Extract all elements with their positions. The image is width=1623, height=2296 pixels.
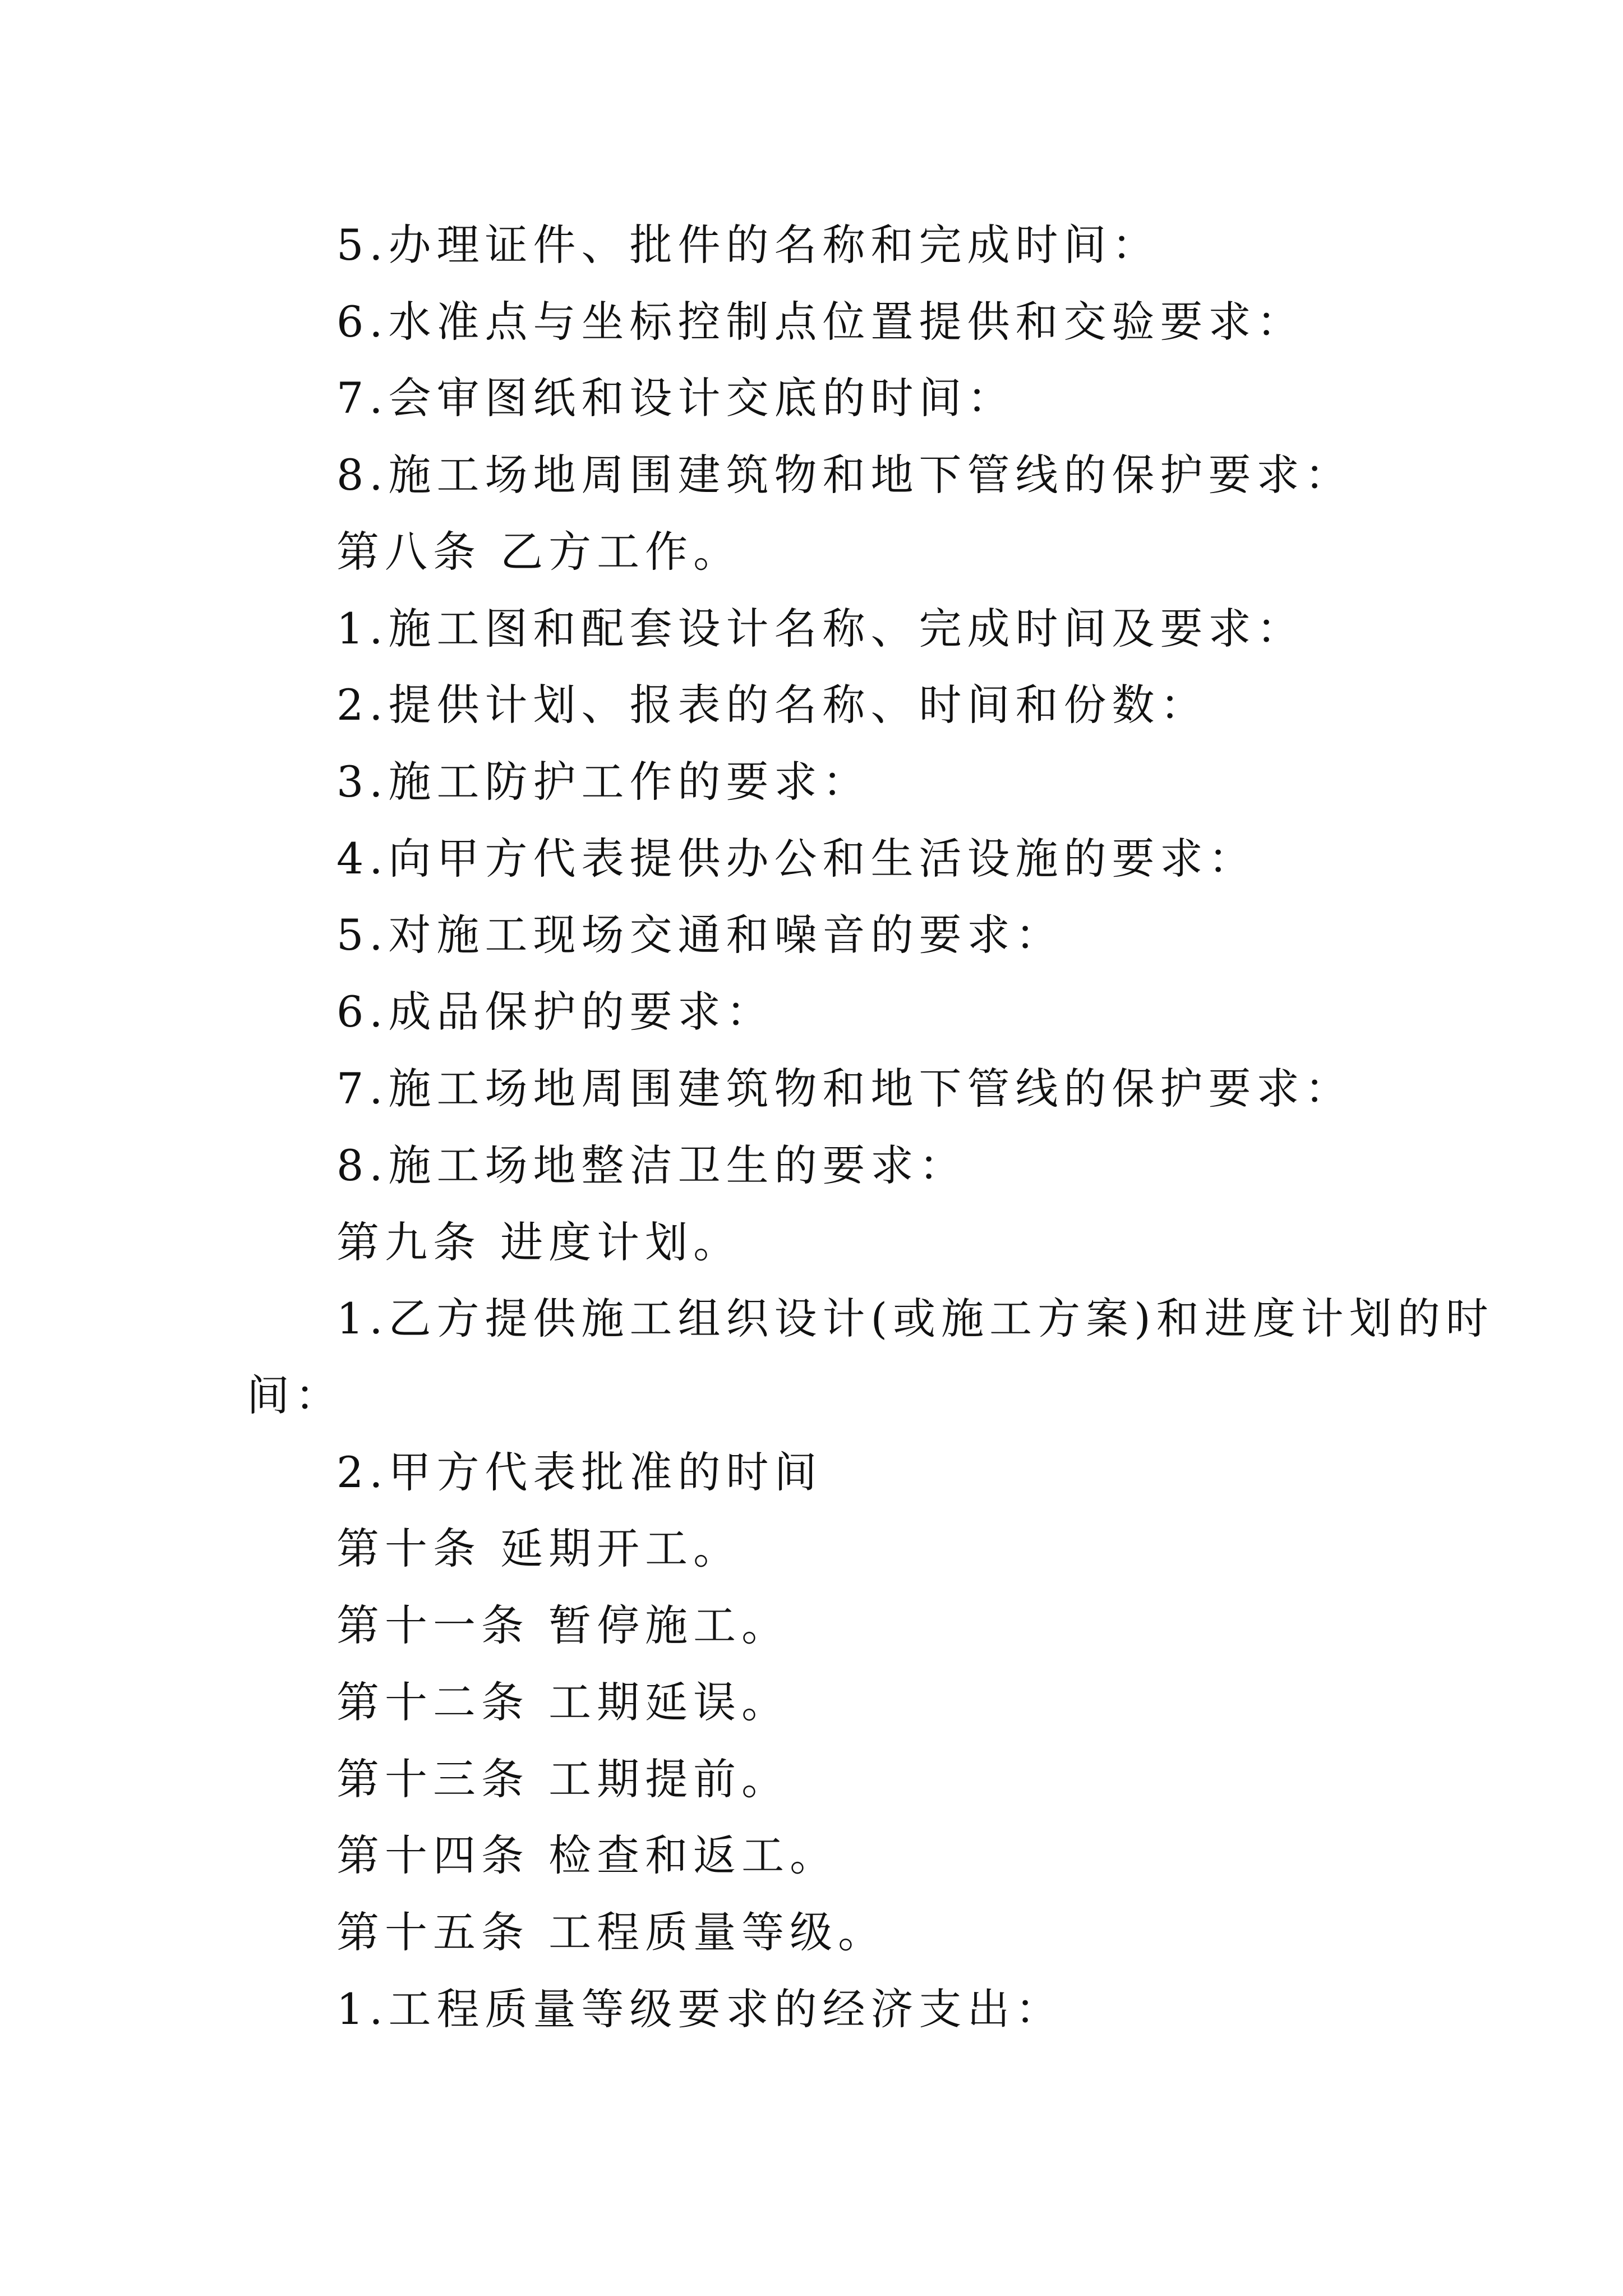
text-line: 5.办理证件、批件的名称和完成时间： <box>336 220 1160 270</box>
text-line: 2.甲方代表批准的时间 <box>336 1447 823 1497</box>
text-line: 7.会审图纸和设计交底的时间： <box>336 373 1016 423</box>
text-line: 4.向甲方代表提供办公和生活设施的要求： <box>336 834 1257 884</box>
text-line: 1.施工图和配套设计名称、完成时间及要求： <box>336 604 1305 654</box>
section-heading: 第十条 延期开工。 <box>336 1524 742 1573</box>
section-heading: 第十四条 检查和返工。 <box>336 1830 838 1880</box>
text-line: 2.提供计划、报表的名称、时间和份数： <box>336 680 1209 730</box>
section-heading: 第十三条 工期提前。 <box>336 1754 790 1804</box>
text-line-continuation: 间： <box>247 1370 343 1420</box>
section-heading: 第十五条 工程质量等级。 <box>336 1907 887 1957</box>
text-line: 8.施工场地整洁卫生的要求： <box>336 1140 967 1190</box>
text-line: 8.施工场地周围建筑物和地下管线的保护要求： <box>336 450 1353 500</box>
section-heading: 第十二条 工期延误。 <box>336 1677 790 1727</box>
text-line: 3.施工防护工作的要求： <box>336 757 871 807</box>
section-heading: 第八条 乙方工作。 <box>336 527 742 577</box>
text-line: 1.工程质量等级要求的经济支出： <box>336 1984 1064 2034</box>
section-heading: 第九条 进度计划。 <box>336 1217 742 1267</box>
text-line: 6.水准点与坐标控制点位置提供和交验要求： <box>336 297 1305 347</box>
text-line: 7.施工场地周围建筑物和地下管线的保护要求： <box>336 1064 1353 1114</box>
text-line: 5.对施工现场交通和噪音的要求： <box>336 910 1064 960</box>
section-heading: 第十一条 暂停施工。 <box>336 1600 790 1650</box>
text-line: 1.乙方提供施工组织设计(或施工方案)和进度计划的时 <box>336 1294 1494 1343</box>
text-line: 6.成品保护的要求： <box>336 987 774 1037</box>
